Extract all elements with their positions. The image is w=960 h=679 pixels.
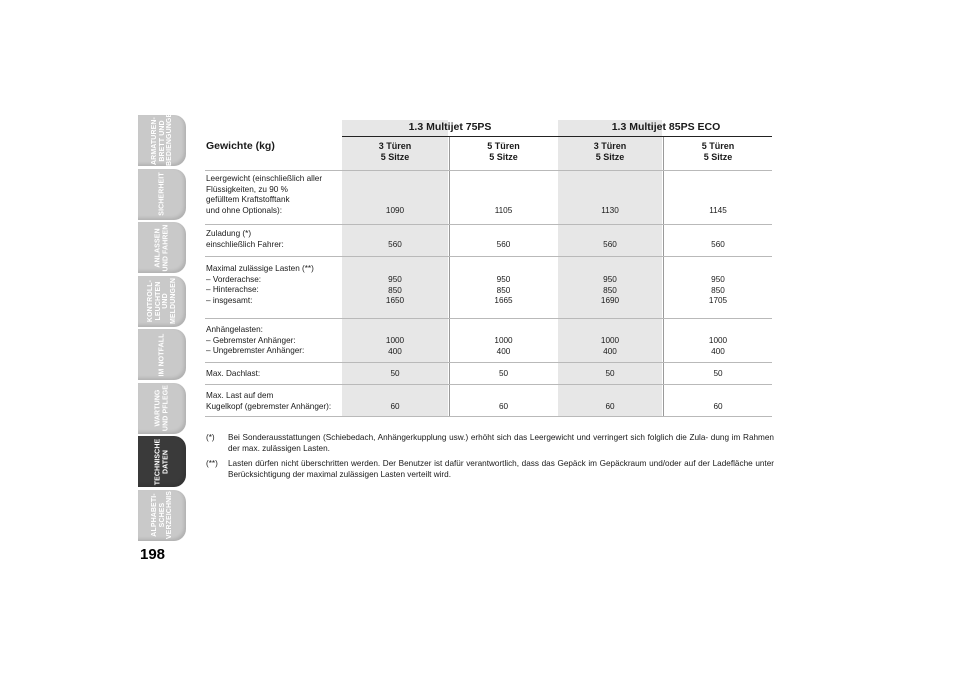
column-header: 5 Türen 5 Sitze: [487, 141, 520, 162]
table-cell: 1000 400: [600, 336, 620, 356]
row-divider: [205, 318, 772, 319]
row-divider: [205, 416, 772, 417]
row-label-dachlast: Max. Dachlast:: [206, 369, 261, 378]
group-rule: [342, 136, 772, 137]
row-divider: [205, 170, 772, 171]
footnote-mark: (**): [206, 459, 218, 468]
tab-label: ARMATUREN- BRETT UND BEDIENGUNGEN: [150, 107, 173, 166]
row-divider: [205, 256, 772, 257]
row-divider: [205, 224, 772, 225]
table-cell: 60: [713, 402, 723, 411]
table-cell: 1090: [385, 206, 405, 215]
table-cell: 60: [498, 402, 509, 411]
tab-label: TECHNISCHE DATEN: [154, 438, 169, 485]
row-label-max-lasten: Maximal zulässige Lasten (**) – Vorderachse: – Hinterachse: – insgesamt:: [206, 264, 314, 305]
table-cell: 60: [605, 402, 615, 411]
tab-label: KONTROLL- LEUCHTEN UND MELDUNGEN: [147, 278, 177, 325]
table-cell: 950 850 1650: [385, 275, 405, 306]
table-cell: 1145: [709, 206, 727, 215]
page-number: 198: [140, 546, 166, 563]
column-header: 3 Türen 5 Sitze: [378, 141, 412, 162]
table-cell: 50: [390, 369, 400, 378]
tab-label: IM NOTFALL: [158, 333, 166, 376]
table-cell: 1105: [494, 206, 513, 215]
footnote-mark: (*): [206, 433, 215, 442]
table-cell: 560: [603, 240, 617, 249]
table-cell: 950 850 1690: [600, 275, 620, 306]
tab-label: ANLASSEN UND FAHREN: [154, 224, 169, 271]
row-divider: [205, 362, 772, 363]
column-header: 3 Türen 5 Sitze: [593, 141, 627, 162]
table-cell: 1000 400: [494, 336, 513, 356]
row-label-leergewicht: Leergewicht (einschließlich aller Flüssigkeiten, zu 90 % gefülltem Kraftstofftank und ohne Optionals):: [206, 174, 323, 215]
tab-label: WARTUNG UND PFLEGE: [154, 384, 169, 432]
footnote-text: Lasten dürfen nicht überschritten werden. Der Benutzer ist dafür verantwortlich, dass das Gepäck im Gepäckraum und/oder auf der Ladefläche unter Berücksichtigung der maximal zulässigen Lasten verteilt wird.: [228, 459, 774, 479]
table-cell: 1000 400: [708, 336, 728, 356]
tab-label: SICHERHEIT: [158, 172, 166, 216]
footnote-2: [206, 459, 774, 480]
table-cell: 950 850 1665: [494, 275, 513, 306]
row-label-anhaengelasten: Anhängelasten: – Gebremster Anhänger: – Ungebremster Anhänger:: [206, 325, 305, 356]
row-label-kugelkopf: Max. Last auf dem Kugelkopf (gebremster Anhänger):: [206, 391, 332, 411]
row-label-zuladung: Zuladung (*) einschließlich Fahrer:: [206, 229, 284, 249]
group-header-75ps: 1.3 Multijet 75PS: [408, 121, 492, 133]
table-cell: 950 850 1705: [708, 275, 728, 306]
table-cell: 50: [605, 369, 615, 378]
table-cell: 1130: [601, 206, 619, 215]
footnote-text: Bei Sonderausstattungen (Schiebedach, Anhängerkupplung usw.) erhöht sich das Leergewicht und verringert sich folglich die Zula- dung im Rahmen der max. zulässigen Lasten.: [228, 433, 774, 453]
table-title: Gewichte (kg): [206, 140, 275, 152]
table-cell: 560: [496, 240, 511, 249]
table-cell: 50: [498, 369, 509, 378]
table-cell: 1000 400: [385, 336, 405, 356]
table-cell: 560: [711, 240, 725, 249]
table-cell: 60: [390, 402, 400, 411]
tab-label: ALPHABETI- SCHES VERZEICHNIS: [150, 490, 173, 540]
table-cell: 50: [713, 369, 723, 378]
table-cell: 560: [388, 240, 402, 249]
footnote-1: [206, 433, 774, 454]
row-divider: [205, 384, 772, 385]
column-header: 5 Türen 5 Sitze: [701, 141, 735, 162]
group-header-85ps: 1.3 Multijet 85PS ECO: [611, 121, 721, 133]
